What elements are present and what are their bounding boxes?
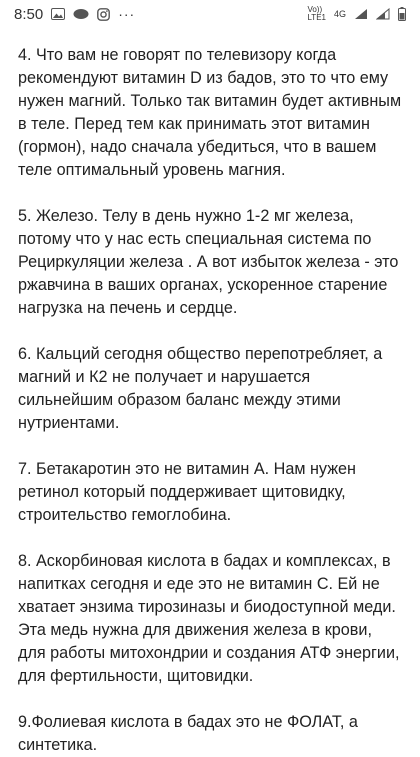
overflow-indicator: ··· xyxy=(118,6,136,22)
paragraph-calcium: 6. Кальций сегодня общество перепотребляет, а магний и К2 не получает и нарушается сильнейшим образом баланс между этими нутриентами. xyxy=(18,345,383,432)
paragraph-iron: 5. Железо. Телу в день нужно 1-2 мг железа, потому что у нас есть специальная система по Рециркуляции железа . А вот избыток железа - это ржавчина в ваших органах, ускоренное старение нагрузка на печень и сердце. xyxy=(18,207,399,317)
status-time: 8:50 xyxy=(14,5,44,23)
paragraph-betacarotene: 7. Бетакаротин это не витамин А. Нам нужен ретинол который поддерживает щитовидку, строительство гемоглобина. xyxy=(18,460,356,524)
paragraph-ascorbic-acid: 8. Аскорбиновая кислота в бадах и комплексах, в напитках сегодня и еде это не витамин С. Ей не хватает энзима тирозиназы и биодоступной меди. Эта медь нужна для движения железа в крови, для работы митохондрии и создания АТФ энергии, для фертильности, щитовидки. xyxy=(18,552,400,685)
status-right xyxy=(307,6,406,22)
status-bar xyxy=(0,0,420,28)
battery-icon xyxy=(398,7,406,21)
paragraph-vitamin-d: 4. Что вам не говорят по телевизору когда рекомендуют витамин D из бадов, это то что ему нужен магний. Только так витамин будет активным в теле. Перед тем как принимать этот витамин (гормон), надо сначала убедиться, что в вашем теле оптимальный уровень магния. xyxy=(18,46,402,179)
paragraph-folic-acid: 9.Фолиевая кислота в бадах это не ФОЛАТ, а синтетика. xyxy=(18,713,358,754)
gallery-icon xyxy=(51,8,65,20)
signal-icon xyxy=(354,8,368,20)
status-left xyxy=(14,6,135,23)
message-text xyxy=(0,28,420,757)
volte-indicator: Vo)) LTE1 xyxy=(307,5,326,22)
network-type: 4G xyxy=(333,9,346,19)
instagram-icon xyxy=(97,8,110,21)
signal-icon-2 xyxy=(376,8,390,20)
cloud-icon xyxy=(73,8,89,20)
